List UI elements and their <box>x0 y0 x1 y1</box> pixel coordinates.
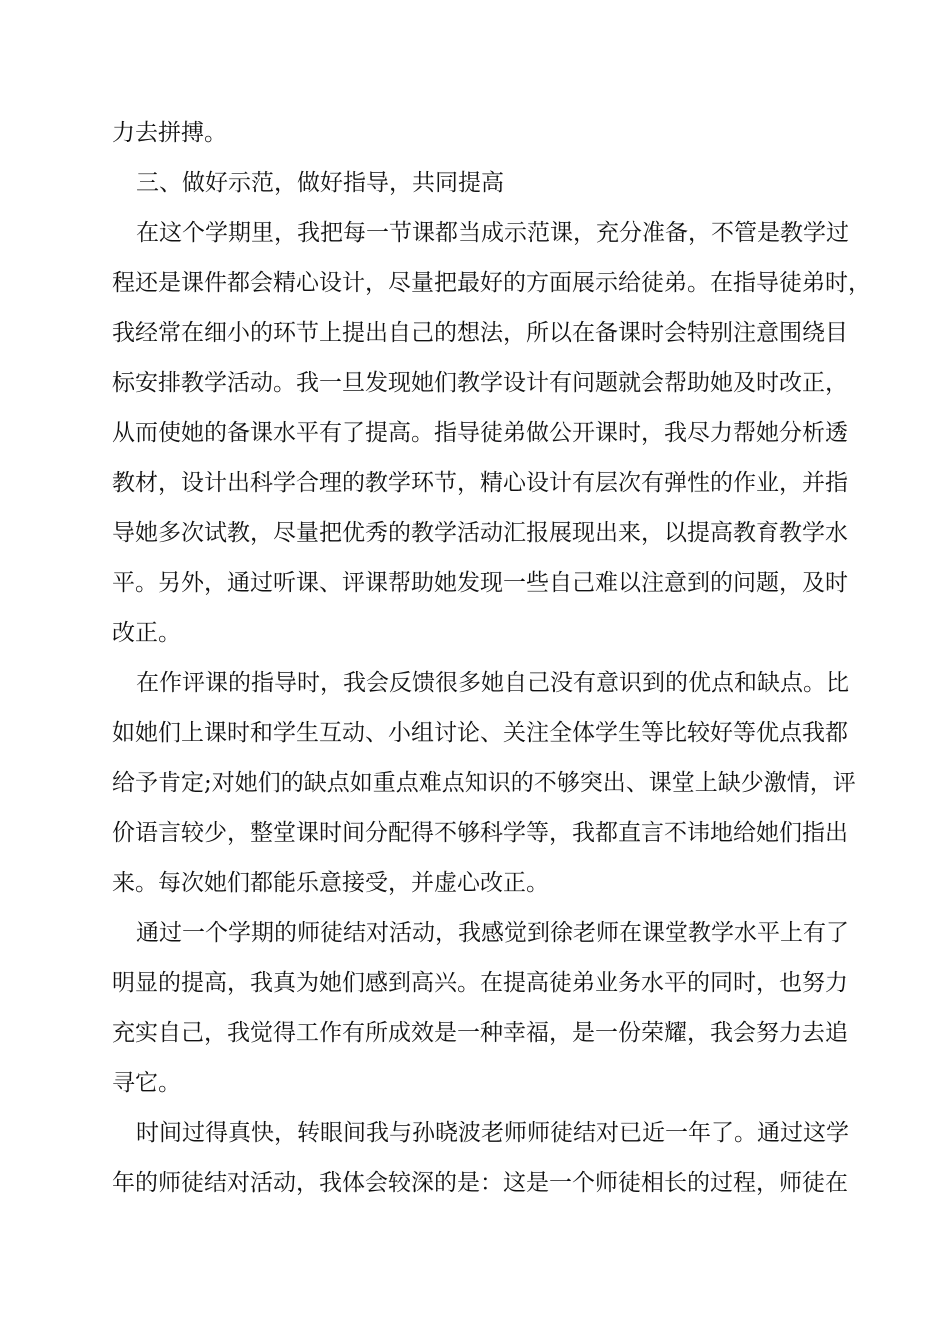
text-line: 寻它。 <box>112 1070 181 1096</box>
text-line: 平。另外，通过听课、评课帮助她发现一些自己难以注意到的问题，及时 <box>112 570 848 596</box>
text-line: 价语言较少，整堂课时间分配得不够科学等，我都直言不讳地给她们指出 <box>112 820 848 846</box>
text-line: 来。每次她们都能乐意接受，并虚心改正。 <box>112 870 549 896</box>
text-line: 我经常在细小的环节上提出自己的想法，所以在备课时会特别注意围绕目 <box>112 320 848 346</box>
text-line: 力去拼搏。 <box>112 120 227 146</box>
text-line: 如她们上课时和学生互动、小组讨论、关注全体学生等比较好等优点我都 <box>112 720 848 746</box>
text-line: 明显的提高，我真为她们感到高兴。在提高徒弟业务水平的同时，也努力 <box>112 970 848 996</box>
text-line: 时间过得真快，转眼间我与孙晓波老师师徒结对已近一年了。通过这学 <box>136 1120 849 1146</box>
text-line: 改正。 <box>112 620 181 646</box>
text-line: 教材，设计出科学合理的教学环节，精心设计有层次有弹性的作业，并指 <box>112 470 848 496</box>
text-line: 导她多次试教，尽量把优秀的教学活动汇报展现出来，以提高教育教学水 <box>112 520 848 546</box>
text-line: 给予肯定;对她们的缺点如重点难点知识的不够突出、课堂上缺少激情，评 <box>112 770 856 796</box>
text-line: 在这个学期里，我把每一节课都当成示范课，充分准备，不管是教学过 <box>136 220 849 246</box>
text-line: 程还是课件都会精心设计，尽量把最好的方面展示给徒弟。在指导徒弟时， <box>112 270 871 296</box>
section-heading: 三、做好示范，做好指导，共同提高 <box>136 170 504 196</box>
text-line: 标安排教学活动。我一旦发现她们教学设计有问题就会帮助她及时改正， <box>112 370 848 396</box>
text-line: 从而使她的备课水平有了提高。指导徒弟做公开课时，我尽力帮她分析透 <box>112 420 848 446</box>
text-line: 充实自己，我觉得工作有所成效是一种幸福，是一份荣耀，我会努力去追 <box>112 1020 848 1046</box>
text-line: 在作评课的指导时，我会反馈很多她自己没有意识到的优点和缺点。比 <box>136 670 849 696</box>
text-line: 年的师徒结对活动，我体会较深的是：这是一个师徒相长的过程，师徒在 <box>112 1170 848 1196</box>
text-line: 通过一个学期的师徒结对活动，我感觉到徐老师在课堂教学水平上有了 <box>136 920 849 946</box>
